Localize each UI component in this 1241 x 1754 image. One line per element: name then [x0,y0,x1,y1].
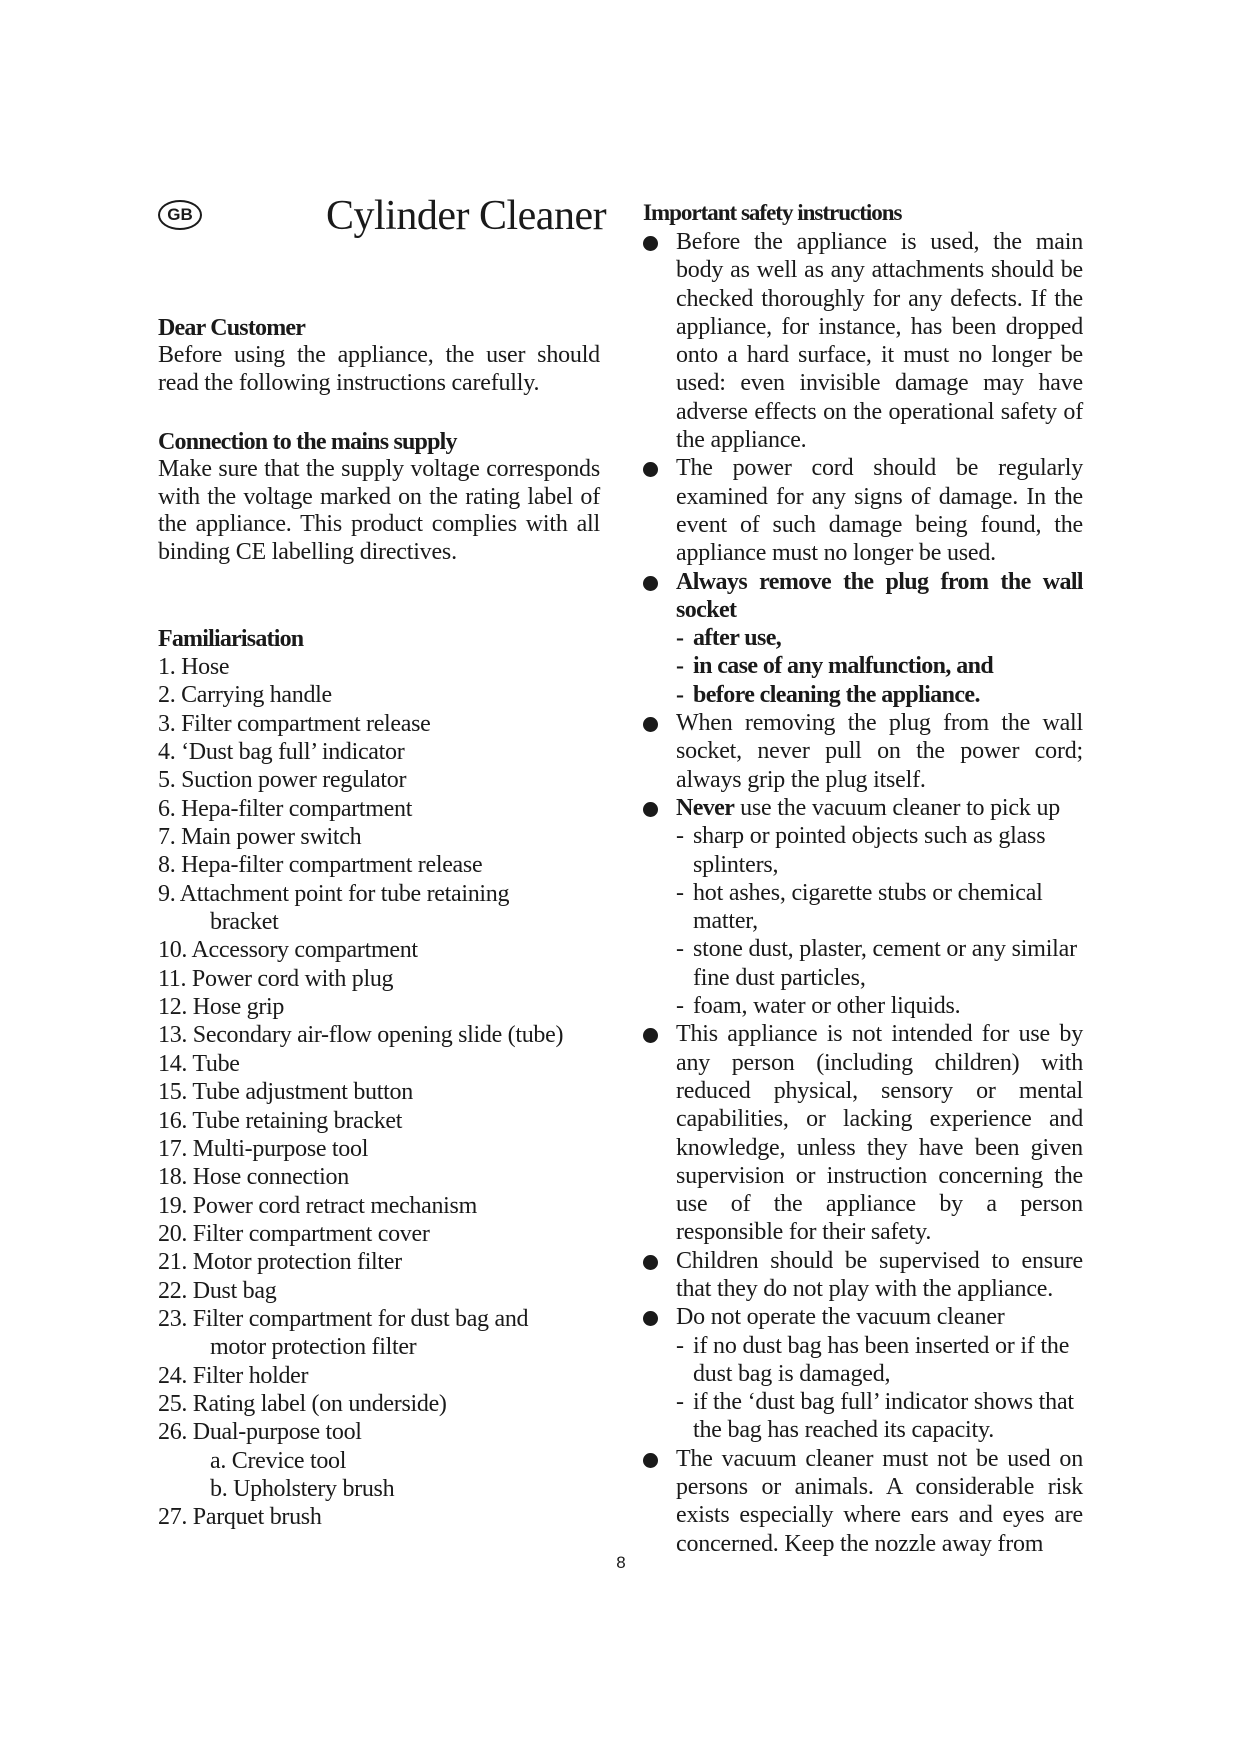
dear-customer-heading: Dear Customer [158,315,306,341]
safety-bullet [643,709,1083,794]
safety-bullet [643,794,1083,822]
safety-bullet-text: use the vacuum cleaner to pick up [740,794,1061,821]
dash-item: - before cleaning the appliance. [676,681,980,708]
list-item: 27. Parquet brush [158,1504,322,1531]
bullet-dot-icon [643,236,658,251]
safety-bullet-text: The vacuum cleaner must not be used on persons or animals. A considerable risk exists especially where ears and eyes are concerned. Keep the nozzle away from [676,1445,1083,1557]
bullet-dot-icon [643,1255,658,1270]
list-item: 2. Carrying handle [158,682,332,709]
safety-bullet [643,228,1083,454]
parts-list [158,653,598,1532]
list-item: 22. Dust bag [158,1277,277,1304]
list-item: 13. Secondary air-flow opening slide (tube) [158,1022,564,1049]
dash-item: - after use, [676,625,782,652]
safety-bullet-text: This appliance is not intended for use by any person (including children) with reduced physical, sensory or mental capabilities, or lacking experience and knowledge, unless they have been given supervision or instruction concerning the use of the appliance by a person responsible for their safety. [676,1021,1083,1246]
list-item: 15. Tube adjustment button [158,1079,413,1106]
dash-item-text: stone dust, plaster, cement or any similar fine dust particles, [693,936,1077,991]
familiarisation-heading: Familiarisation [158,626,304,652]
safety-bullet-text: Always remove the plug from the wall socket [676,568,1083,623]
safety-bullet-text: The power cord should be regularly examined for any signs of damage. In the event of such damage being found, the appliance must no longer be used. [676,455,1083,567]
bullet-dot-icon [643,717,658,732]
list-item: 25. Rating label (on underside) [158,1390,447,1417]
bullet-dot-icon [643,1028,658,1043]
mains-supply-heading: Connection to the mains supply [158,429,457,455]
dash-item-text: hot ashes, cigarette stubs or chemical matter, [693,879,1043,935]
dash-item-text: in case of any malfunction, and [693,653,994,680]
bullet-dot-icon [643,802,658,817]
safety-heading: Important safety instructions [643,200,902,225]
bullet-dot-icon [643,1311,658,1326]
dash-item-text: before cleaning the appliance. [693,681,980,708]
list-item: 20. Filter compartment cover [158,1220,430,1247]
list-item: 8. Hepa-filter compartment release [158,852,483,879]
mains-supply-text: Make sure that the supply voltage corresponds with the voltage marked on the rating label of the appliance. This product complies with all binding CE labelling directives. [158,456,600,565]
list-item-continuation: motor protection filter [210,1334,417,1361]
list-item: 9. Attachment point for tube retaining [158,880,510,907]
bullet-dot-icon [643,576,658,591]
dash-item: - stone dust, plaster, cement or any similar fine dust particles, [676,936,1077,991]
list-subitem: b. Upholstery brush [210,1475,395,1502]
dash-item: - hot ashes, cigarette stubs or chemical matter, [676,879,1043,935]
bullet-dot-icon [643,462,658,477]
dash-item-text: if no dust bag has been inserted or if the dust bag is damaged, [693,1332,1070,1387]
dash-item-text: if the ‘dust bag full’ indicator shows that the bag has reached its capacity. [693,1389,1074,1444]
safety-bullet-text: When removing the plug from the wall socket, never pull on the power cord; always grip the plug itself. [676,710,1083,793]
dear-customer-section [158,314,600,397]
list-item: 18. Hose connection [158,1164,349,1191]
dash-item: - if the ‘dust bag full’ indicator shows that the bag has reached its capacity. [676,1389,1074,1444]
safety-bullet-text: Do not operate the vacuum cleaner [676,1304,1005,1331]
page-number: 8 [616,1553,626,1572]
safety-bullet-bold: Never [676,794,735,821]
list-item: 11. Power cord with plug [158,965,394,992]
page-title: Cylinder Cleaner [326,193,607,239]
dash-item-text: foam, water or other liquids. [693,993,961,1020]
dash-item: - in case of any malfunction, and [676,653,994,680]
safety-bullet [643,454,1083,567]
dash-item: - if no dust bag has been inserted or if the dust bag is damaged, [676,1332,1070,1387]
dash-item: - foam, water or other liquids. [676,993,961,1020]
list-item: 24. Filter holder [158,1362,309,1389]
safety-bullet [643,568,1083,625]
list-item-continuation: bracket [210,909,279,936]
list-item: 1. Hose [158,654,230,680]
list-item: 10. Accessory compartment [158,937,418,964]
list-item: 3. Filter compartment release [158,710,431,737]
safety-section [643,200,1083,1558]
country-badge: GB [158,200,202,230]
list-item: 7. Main power switch [158,824,362,851]
dash-item-text: after use, [693,625,782,652]
list-item: 23. Filter compartment for dust bag and [158,1305,529,1332]
list-subitem: a. Crevice tool [210,1447,347,1474]
dear-customer-text: Before using the appliance, the user should read the following instructions carefully. [158,342,600,396]
bullet-dot-icon [643,1453,658,1468]
safety-bullet [643,1445,1083,1558]
list-item: 6. Hepa-filter compartment [158,795,413,822]
safety-bullet [643,1020,1083,1246]
list-item: 16. Tube retaining bracket [158,1107,403,1134]
list-item: 5. Suction power regulator [158,767,407,794]
list-item: 14. Tube [158,1050,240,1077]
dash-item-text: sharp or pointed objects such as glass splinters, [693,823,1046,878]
mains-supply-section [158,428,600,566]
dash-item: - sharp or pointed objects such as glass splinters, [676,823,1046,878]
list-item: 26. Dual-purpose tool [158,1419,362,1446]
safety-bullet-text: Before the appliance is used, the main body as well as any attachments should be checked thoroughly for any defects. If the appliance, for instance, has been dropped onto a hard surface, it must no longer be used: even invisible damage may have adverse effects on the operational safety of the appliance. [676,229,1083,454]
list-item: 21. Motor protection filter [158,1249,402,1276]
list-item: 17. Multi-purpose tool [158,1135,369,1162]
safety-bullet-text: Children should be supervised to ensure that they do not play with the appliance. [676,1247,1083,1302]
list-item: 19. Power cord retract mechanism [158,1192,477,1219]
safety-bullet [643,1247,1083,1304]
list-item: 12. Hose grip [158,994,285,1021]
safety-bullet [643,1303,1083,1331]
list-item: 4. ‘Dust bag full’ indicator [158,739,405,766]
familiarisation-section [158,625,598,1532]
